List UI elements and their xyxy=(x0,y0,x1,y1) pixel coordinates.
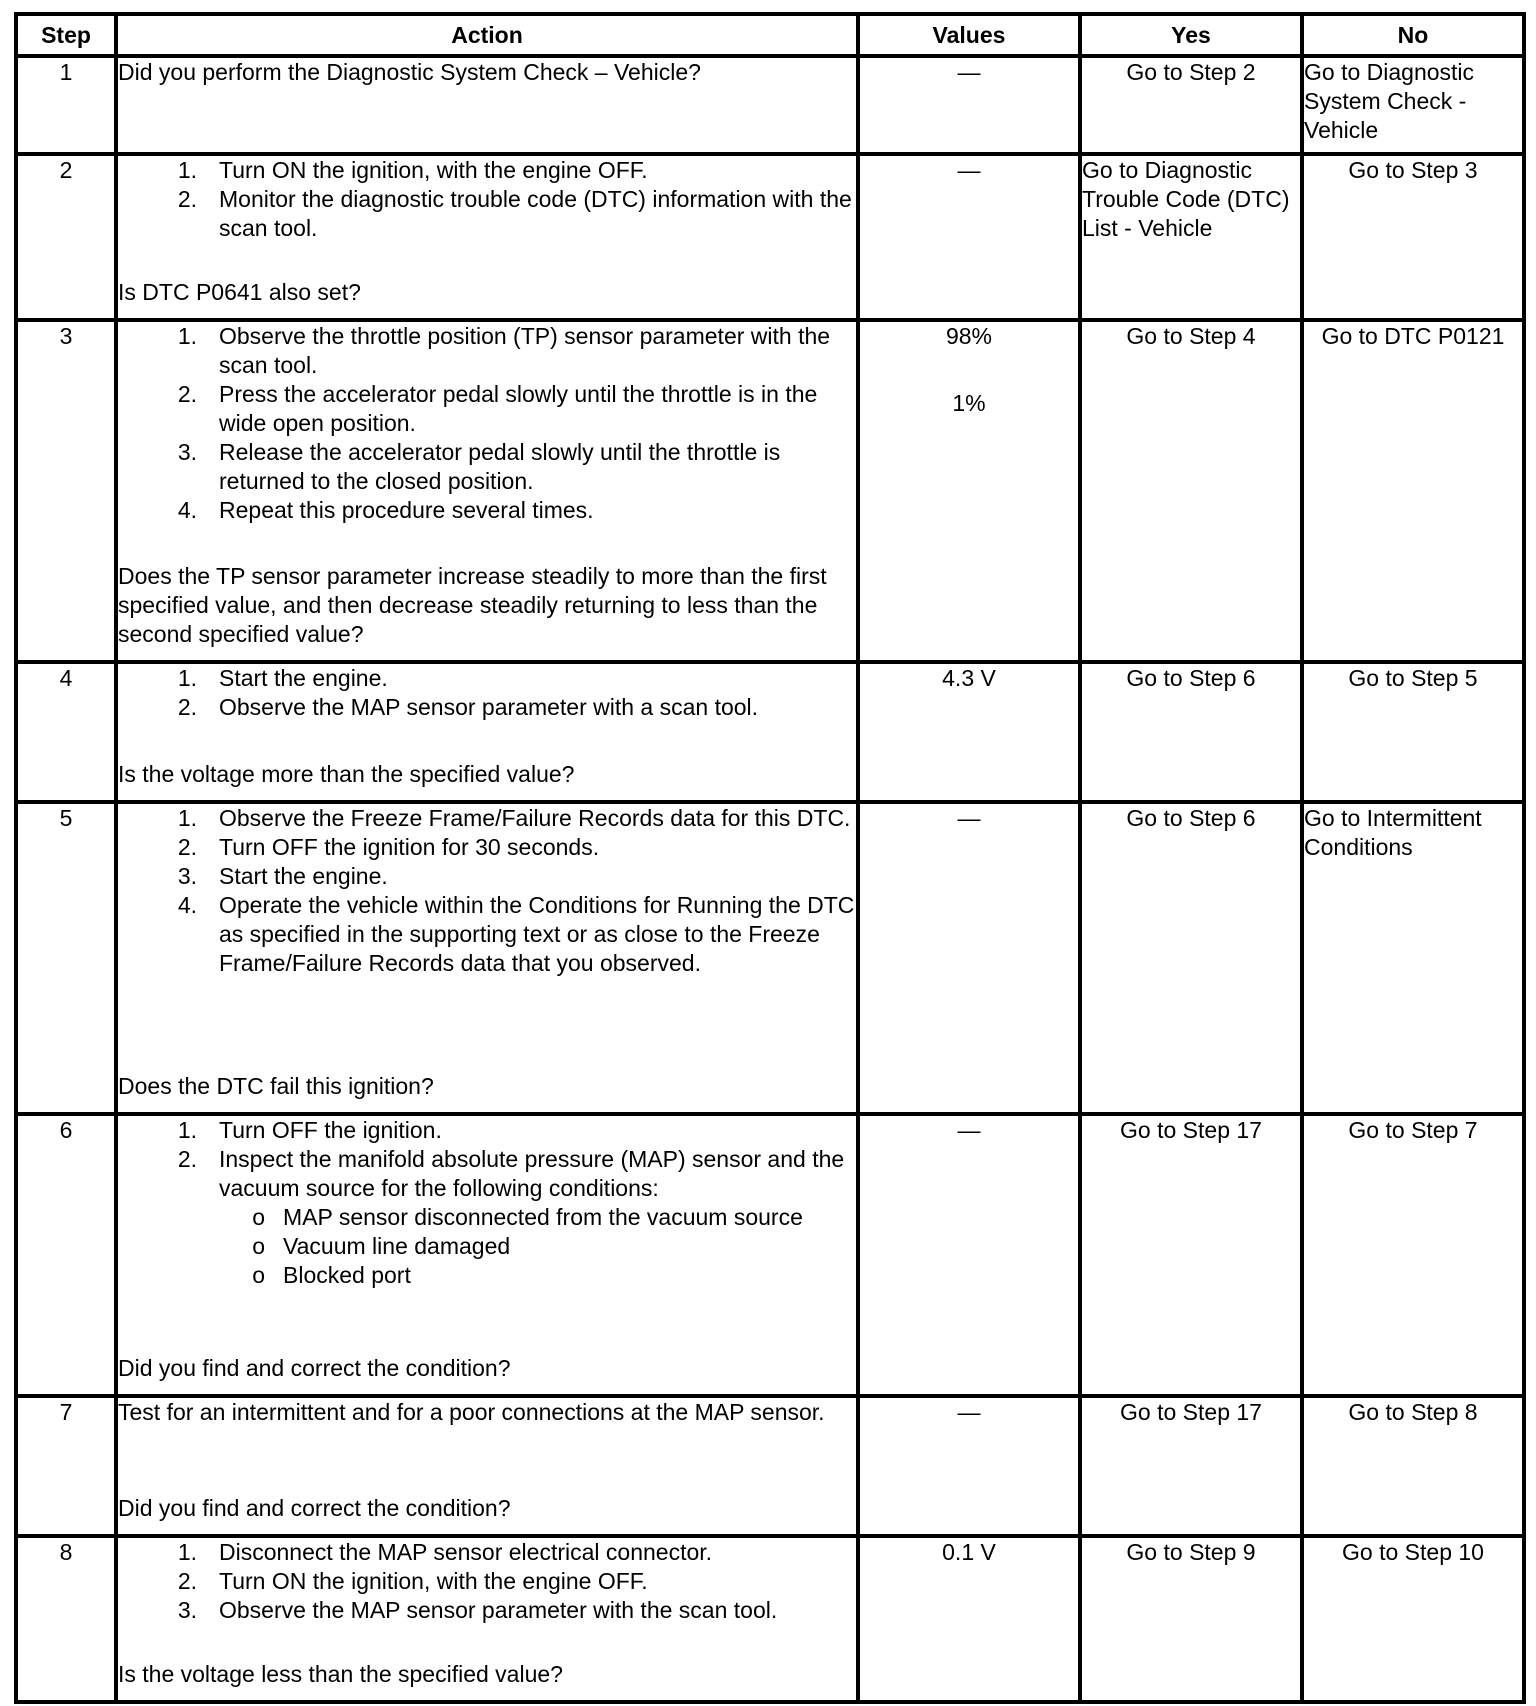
step-number: 4 xyxy=(16,662,116,802)
value-text: — xyxy=(957,59,981,85)
yes-cell: Go to Diagnostic Trouble Code (DTC) List - Vehicle xyxy=(1080,154,1302,320)
no-cell: Go to Step 3 xyxy=(1302,154,1524,320)
header-step: Step xyxy=(16,14,116,56)
yes-cell: Go to Step 4 xyxy=(1080,320,1302,662)
header-yes: Yes xyxy=(1080,14,1302,56)
yes-cell: Go to Step 9 xyxy=(1080,1536,1302,1702)
list-item: 1. Observe the Freeze Frame/Failure Records data for this DTC. xyxy=(177,805,851,831)
no-cell: Go to Intermittent Conditions xyxy=(1302,802,1524,1114)
no-cell: Go to Step 7 xyxy=(1302,1114,1524,1396)
step-number: 1 xyxy=(16,56,116,154)
value-cell xyxy=(858,154,1080,320)
action-question: Is DTC P0641 also set? xyxy=(118,279,361,305)
action-question: Is the voltage less than the specified value? xyxy=(118,1661,563,1687)
value-cell xyxy=(858,1536,1080,1702)
value-cell xyxy=(858,56,1080,154)
value-text: 98% xyxy=(945,323,993,349)
list-item: 1. Start the engine. xyxy=(177,665,388,691)
action-question: Did you find and correct the condition? xyxy=(118,1495,511,1521)
yes-cell: Go to Step 6 xyxy=(1080,662,1302,802)
value-spacer xyxy=(860,351,1078,389)
list-item: 2. Press the accelerator pedal slowly until the throttle is in the wide open position. xyxy=(177,381,818,436)
action-cell xyxy=(116,802,858,1114)
no-cell: Go to Diagnostic System Check - Vehicle xyxy=(1302,56,1524,154)
table-row xyxy=(16,1114,1524,1396)
list-item: 3. Release the accelerator pedal slowly until the throttle is returned to the closed position. xyxy=(177,439,781,494)
value-text: — xyxy=(957,1117,981,1143)
action-question: Is the voltage more than the specified value? xyxy=(118,761,575,787)
step-number: 8 xyxy=(16,1536,116,1702)
step-number: 3 xyxy=(16,320,116,662)
yes-cell: Go to Step 17 xyxy=(1080,1114,1302,1396)
action-question: Does the TP sensor parameter increase steadily to more than the first specified value, and then decrease steadily returning to less than the second specified value? xyxy=(118,563,827,647)
value-text: — xyxy=(957,805,981,831)
action-cell xyxy=(116,56,858,154)
action-intro: Did you perform the Diagnostic System Check – Vehicle? xyxy=(118,59,701,85)
sub-list-item: o Blocked port xyxy=(252,1262,411,1288)
action-cell xyxy=(116,1536,858,1702)
action-question: Does the DTC fail this ignition? xyxy=(118,1073,434,1099)
table-row xyxy=(16,1536,1524,1702)
value-cell xyxy=(858,320,1080,662)
header-row xyxy=(16,14,1524,56)
yes-cell: Go to Step 17 xyxy=(1080,1396,1302,1536)
diagnostic-table xyxy=(14,12,1526,1704)
list-item: 1. Turn OFF the ignition. xyxy=(177,1117,442,1143)
action-cell xyxy=(116,662,858,802)
table-row xyxy=(16,56,1524,154)
action-cell xyxy=(116,1396,858,1536)
list-item: 2. Turn OFF the ignition for 30 seconds. xyxy=(177,834,600,860)
action-intro: Test for an intermittent and for a poor connections at the MAP sensor. xyxy=(118,1399,825,1425)
list-item: 4. Operate the vehicle within the Conditions for Running the DTC as specified in the supporting text or as close to the Freeze Frame/Failure Records data that you observed. xyxy=(177,892,855,976)
value-cell xyxy=(858,1396,1080,1536)
value-cell xyxy=(858,662,1080,802)
list-item: 3. Observe the MAP sensor parameter with the scan tool. xyxy=(177,1597,778,1623)
no-cell: Go to DTC P0121 xyxy=(1302,320,1524,662)
no-cell: Go to Step 8 xyxy=(1302,1396,1524,1536)
no-cell: Go to Step 10 xyxy=(1302,1536,1524,1702)
step-number: 6 xyxy=(16,1114,116,1396)
step-number: 5 xyxy=(16,802,116,1114)
list-item: 1. Turn ON the ignition, with the engine OFF. xyxy=(177,157,648,183)
sub-list-item: o Vacuum line damaged xyxy=(252,1233,511,1259)
table-row xyxy=(16,662,1524,802)
no-cell: Go to Step 5 xyxy=(1302,662,1524,802)
header-values: Values xyxy=(858,14,1080,56)
header-action: Action xyxy=(116,14,858,56)
value-cell xyxy=(858,802,1080,1114)
value-text: — xyxy=(957,1399,981,1425)
value-cell xyxy=(858,1114,1080,1396)
list-item: 2. Turn ON the ignition, with the engine OFF. xyxy=(177,1568,648,1594)
action-cell xyxy=(116,320,858,662)
diagnostic-table-sheet xyxy=(14,12,1522,1704)
value-text: 0.1 V xyxy=(942,1539,996,1565)
value-text: — xyxy=(957,157,981,183)
list-item: 1. Disconnect the MAP sensor electrical connector. xyxy=(177,1539,713,1565)
list-item: 4. Repeat this procedure several times. xyxy=(177,497,594,523)
yes-cell: Go to Step 2 xyxy=(1080,56,1302,154)
step-number: 2 xyxy=(16,154,116,320)
table-row xyxy=(16,802,1524,1114)
step-number: 7 xyxy=(16,1396,116,1536)
header-no: No xyxy=(1302,14,1524,56)
value-text: 4.3 V xyxy=(942,665,996,691)
value-text: 1% xyxy=(952,390,986,416)
list-item: 3. Start the engine. xyxy=(177,863,388,889)
action-question: Did you find and correct the condition? xyxy=(118,1355,511,1381)
table-row xyxy=(16,1396,1524,1536)
list-item: 2. Monitor the diagnostic trouble code (DTC) information with the scan tool. xyxy=(177,186,852,241)
sub-list-item: o MAP sensor disconnected from the vacuum source xyxy=(252,1204,803,1230)
list-item: 2. Inspect the manifold absolute pressure (MAP) sensor and the vacuum source for the following conditions: xyxy=(177,1146,845,1201)
list-item: 1. Observe the throttle position (TP) sensor parameter with the scan tool. xyxy=(177,323,831,378)
action-cell xyxy=(116,1114,858,1396)
yes-cell: Go to Step 6 xyxy=(1080,802,1302,1114)
table-row xyxy=(16,154,1524,320)
action-cell xyxy=(116,154,858,320)
list-item: 2. Observe the MAP sensor parameter with a scan tool. xyxy=(177,694,759,720)
table-row xyxy=(16,320,1524,662)
